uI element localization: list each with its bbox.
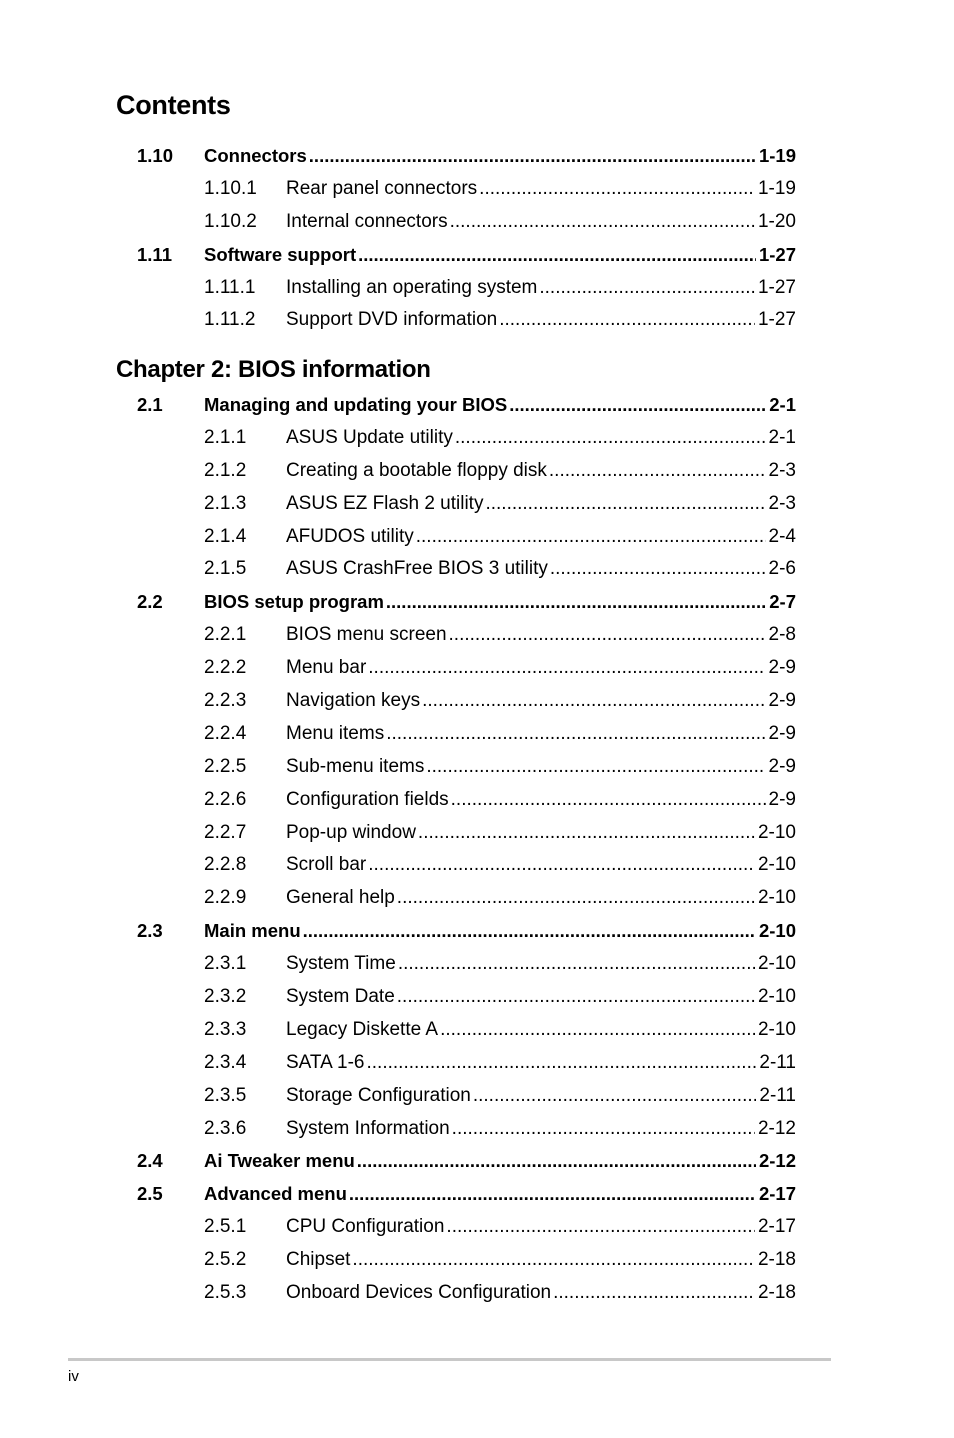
toc-subsection-entry[interactable] xyxy=(0,624,954,657)
toc-entry-line xyxy=(286,624,796,646)
toc-entry-line xyxy=(286,1052,796,1074)
toc-entry-page: 2-6 xyxy=(768,558,796,580)
toc-subsection-entry[interactable] xyxy=(0,558,954,591)
toc-entry-page: 2-7 xyxy=(769,591,796,613)
footer-divider xyxy=(68,1358,831,1361)
toc-entry-line xyxy=(286,277,796,299)
toc-entry-number: 2.5.1 xyxy=(204,1216,247,1238)
toc-entry-line xyxy=(204,591,796,613)
toc-subsection-entry[interactable] xyxy=(0,854,954,887)
toc-entry-line xyxy=(286,1019,796,1041)
toc-entry-title: Storage Configuration xyxy=(286,1084,471,1106)
toc-entry-title: Legacy Diskette A xyxy=(286,1018,439,1040)
toc-entry-page: 2-9 xyxy=(768,657,796,679)
toc-entry-title: Chipset xyxy=(286,1249,351,1271)
toc-entry-line xyxy=(286,493,796,515)
toc-entry-page: 2-10 xyxy=(758,920,796,942)
toc-entry-page: 2-18 xyxy=(757,1282,796,1304)
toc-entry-line xyxy=(204,1150,796,1172)
toc-section-entry[interactable] xyxy=(0,1150,954,1183)
toc-subsection-entry[interactable] xyxy=(0,427,954,460)
toc-entry-page: 2-3 xyxy=(768,492,796,514)
toc-entry-number: 2.2.1 xyxy=(204,624,247,646)
toc-entry-line xyxy=(286,178,796,200)
toc-entry-page: 1-27 xyxy=(757,309,796,331)
toc-entry-line xyxy=(286,789,796,811)
toc-entry-title: Installing an operating system xyxy=(286,276,538,298)
dot-leader xyxy=(386,723,765,745)
toc-entry-title: BIOS setup program xyxy=(204,591,384,613)
toc-entry-line xyxy=(286,657,796,679)
toc-entry-page: 2-3 xyxy=(768,459,796,481)
dot-leader xyxy=(416,526,766,548)
dot-leader xyxy=(450,211,755,233)
dot-leader xyxy=(509,394,766,416)
toc-entry-number: 2.2.7 xyxy=(204,821,247,843)
toc-entry-title: Advanced menu xyxy=(204,1183,347,1205)
toc-entry-line xyxy=(286,887,796,909)
dot-leader xyxy=(352,1249,755,1271)
toc-entry-number: 2.1.3 xyxy=(204,492,247,514)
toc-entry-page: 2-1 xyxy=(769,394,796,415)
toc-entry-title: General help xyxy=(286,887,395,909)
toc-subsection-entry[interactable] xyxy=(0,986,954,1019)
toc-entry-line xyxy=(286,558,796,580)
toc-entry-line xyxy=(286,1216,796,1238)
toc-entry-line xyxy=(204,920,796,942)
toc-entry-title: Main menu xyxy=(204,920,301,942)
dot-leader xyxy=(451,789,766,811)
dot-leader xyxy=(485,493,765,515)
toc-subsection-entry[interactable] xyxy=(0,309,954,342)
toc-entry-line xyxy=(204,394,796,416)
toc-subsection-entry[interactable] xyxy=(0,178,954,211)
dot-leader xyxy=(455,427,766,449)
toc-entry-line xyxy=(204,1183,796,1205)
toc-section-entry[interactable] xyxy=(0,1183,954,1216)
toc-subsection-entry[interactable] xyxy=(0,657,954,690)
toc-entry-number: 2.2.2 xyxy=(204,657,247,679)
dot-leader xyxy=(418,822,755,844)
toc-section-entry[interactable] xyxy=(0,145,954,178)
toc-entry-page: 1-19 xyxy=(757,177,796,199)
toc-entry-page: 2-8 xyxy=(768,624,796,646)
toc-entry-line xyxy=(286,1282,796,1304)
toc-entry-page: 1-19 xyxy=(758,145,796,166)
toc-entry-number: 2.2.6 xyxy=(204,788,247,810)
toc-entry-line xyxy=(286,690,796,712)
toc-entry-number: 1.11 xyxy=(137,243,172,265)
toc-entry-number: 2.3.1 xyxy=(204,953,247,975)
toc-entry-title: Navigation keys xyxy=(286,690,421,712)
toc-entry-line xyxy=(204,145,796,167)
toc-entry-number: 2.2.5 xyxy=(204,755,247,777)
toc-entry-line xyxy=(286,211,796,233)
dot-leader xyxy=(553,1282,755,1304)
toc-entry-title: ASUS EZ Flash 2 utility xyxy=(286,492,484,514)
toc-entry-title: Connectors xyxy=(204,145,307,166)
dot-leader xyxy=(358,244,756,266)
toc-section-chapter-1 xyxy=(0,145,954,342)
toc-entry-title: Software support xyxy=(204,243,357,265)
toc-entry-number: 1.10.2 xyxy=(204,210,257,232)
toc-entry-title: Rear panel connectors xyxy=(286,177,478,199)
toc-entry-title: Onboard Devices Configuration xyxy=(286,1282,552,1304)
toc-entry-line xyxy=(286,1085,796,1107)
toc-entry-page: 2-10 xyxy=(757,986,796,1008)
toc-section-entry[interactable] xyxy=(0,920,954,953)
toc-entry-title: BIOS menu screen xyxy=(286,624,447,646)
toc-section-entry[interactable] xyxy=(0,591,954,624)
toc-entry-line xyxy=(286,427,796,449)
dot-leader xyxy=(473,1085,757,1107)
toc-entry-number: 2.3.3 xyxy=(204,1018,247,1040)
toc-subsection-entry[interactable] xyxy=(0,1118,954,1151)
toc-entry-title: Support DVD information xyxy=(286,309,498,331)
page-number: iv xyxy=(68,1368,79,1385)
toc-entry-page: 2-9 xyxy=(768,690,796,712)
toc-entry-number: 1.10 xyxy=(137,145,174,166)
toc-entry-title: Managing and updating your BIOS xyxy=(204,394,508,415)
dot-leader xyxy=(549,460,766,482)
toc-entry-title: Internal connectors xyxy=(286,210,448,232)
toc-entry-title: SATA 1-6 xyxy=(286,1051,365,1073)
toc-subsection-entry[interactable] xyxy=(0,1085,954,1118)
toc-entry-title: CPU Configuration xyxy=(286,1216,445,1238)
toc-entry-page: 2-11 xyxy=(759,1051,796,1073)
toc-entry-page: 2-9 xyxy=(768,722,796,744)
toc-entry-number: 2.5.3 xyxy=(204,1282,247,1304)
toc-entry-title: Sub-menu items xyxy=(286,755,425,777)
toc-entry-page: 2-12 xyxy=(758,1150,796,1172)
toc-entry-number: 2.2 xyxy=(137,591,163,613)
dot-leader xyxy=(479,178,755,200)
toc-entry-line xyxy=(286,1249,796,1271)
toc-entry-page: 2-18 xyxy=(757,1249,796,1271)
toc-entry-page: 2-9 xyxy=(768,755,796,777)
dot-leader xyxy=(452,1118,755,1140)
toc-section-entry[interactable] xyxy=(0,244,954,277)
toc-entry-page: 2-4 xyxy=(768,525,796,547)
toc-subsection-entry[interactable] xyxy=(0,1282,954,1315)
dot-leader xyxy=(449,624,766,646)
page-title: Contents xyxy=(116,90,231,120)
dot-leader xyxy=(349,1183,756,1205)
toc-entry-number: 2.2.3 xyxy=(204,690,247,712)
dot-leader xyxy=(368,854,755,876)
toc-subsection-entry[interactable] xyxy=(0,756,954,789)
toc-subsection-entry[interactable] xyxy=(0,493,954,526)
toc-entry-title: System Information xyxy=(286,1117,450,1139)
toc-entry-number: 2.3.6 xyxy=(204,1117,247,1139)
dot-leader xyxy=(397,986,755,1008)
toc-entry-number: 1.11.1 xyxy=(204,276,256,298)
toc-entry-page: 2-12 xyxy=(757,1117,796,1139)
toc-entry-title: AFUDOS utility xyxy=(286,525,414,547)
toc-entry-line xyxy=(204,244,796,266)
dot-leader xyxy=(440,1019,755,1041)
toc-entry-title: ASUS Update utility xyxy=(286,426,453,448)
toc-entry-number: 2.1.5 xyxy=(204,558,247,580)
toc-section-entry[interactable] xyxy=(0,394,954,427)
toc-entry-number: 2.3.4 xyxy=(204,1051,247,1073)
dot-leader xyxy=(446,1216,755,1238)
dot-leader xyxy=(422,690,765,712)
toc-entry-line xyxy=(286,526,796,548)
dot-leader xyxy=(499,309,755,331)
dot-leader xyxy=(367,1052,757,1074)
toc-subsection-entry[interactable] xyxy=(0,1052,954,1085)
toc-entry-page: 1-27 xyxy=(757,276,796,298)
toc-entry-page: 2-17 xyxy=(758,1183,796,1205)
toc-entry-line xyxy=(286,854,796,876)
toc-entry-page: 2-9 xyxy=(768,788,796,810)
dot-leader xyxy=(550,558,766,580)
toc-entry-line xyxy=(286,953,796,975)
dot-leader xyxy=(426,756,765,778)
dot-leader xyxy=(386,591,766,613)
toc-entry-number: 2.1 xyxy=(137,394,163,415)
dot-leader xyxy=(357,1150,756,1172)
toc-entry-title: ASUS CrashFree BIOS 3 utility xyxy=(286,558,548,580)
toc-entry-title: Menu items xyxy=(286,722,385,744)
toc-entry-number: 2.3 xyxy=(137,920,163,942)
toc-subsection-entry[interactable] xyxy=(0,887,954,920)
toc-subsection-entry[interactable] xyxy=(0,1249,954,1282)
toc-subsection-entry[interactable] xyxy=(0,526,954,559)
toc-entry-number: 2.2.8 xyxy=(204,854,247,876)
dot-leader xyxy=(303,920,756,942)
toc-entry-line xyxy=(286,756,796,778)
toc-entry-number: 1.11.2 xyxy=(204,309,256,331)
toc-entry-title: Creating a bootable floppy disk xyxy=(286,459,547,481)
toc-entry-number: 2.2.4 xyxy=(204,722,247,744)
toc-subsection-entry[interactable] xyxy=(0,1019,954,1052)
toc-entry-line xyxy=(286,822,796,844)
toc-entry-title: Configuration fields xyxy=(286,788,449,810)
toc-entry-line xyxy=(286,460,796,482)
toc-entry-page: 1-20 xyxy=(757,210,796,232)
toc-entry-number: 2.1.4 xyxy=(204,525,247,547)
toc-entry-page: 2-10 xyxy=(757,887,796,909)
toc-entry-page: 1-27 xyxy=(758,243,796,265)
toc-section-chapter-2 xyxy=(0,394,954,1315)
toc-entry-page: 2-10 xyxy=(757,1018,796,1040)
toc-entry-number: 2.5 xyxy=(137,1183,163,1205)
toc-entry-title: Scroll bar xyxy=(286,854,367,876)
toc-subsection-entry[interactable] xyxy=(0,953,954,986)
toc-entry-page: 2-17 xyxy=(757,1216,796,1238)
toc-subsection-entry[interactable] xyxy=(0,690,954,723)
chapter-heading: Chapter 2: BIOS information xyxy=(116,356,431,383)
dot-leader xyxy=(398,953,755,975)
toc-entry-number: 2.5.2 xyxy=(204,1249,247,1271)
toc-entry-title: System Time xyxy=(286,953,396,975)
dot-leader xyxy=(368,657,765,679)
toc-entry-line xyxy=(286,1118,796,1140)
dot-leader xyxy=(539,277,755,299)
toc-entry-page: 2-11 xyxy=(759,1084,796,1106)
toc-entry-number: 2.3.2 xyxy=(204,986,247,1008)
toc-entry-page: 2-10 xyxy=(757,953,796,975)
toc-entry-title: Pop-up window xyxy=(286,821,416,843)
toc-entry-page: 2-10 xyxy=(757,854,796,876)
toc-entry-line xyxy=(286,986,796,1008)
toc-entry-page: 2-1 xyxy=(768,426,796,448)
toc-entry-number: 2.3.5 xyxy=(204,1084,247,1106)
toc-entry-number: 2.1.2 xyxy=(204,459,247,481)
toc-subsection-entry[interactable] xyxy=(0,277,954,310)
toc-entry-number: 2.2.9 xyxy=(204,887,247,909)
toc-subsection-entry[interactable] xyxy=(0,1216,954,1249)
toc-entry-line xyxy=(286,723,796,745)
toc-subsection-entry[interactable] xyxy=(0,211,954,244)
toc-subsection-entry[interactable] xyxy=(0,460,954,493)
toc-entry-number: 2.1.1 xyxy=(204,426,247,448)
toc-entry-title: System Date xyxy=(286,986,395,1008)
toc-subsection-entry[interactable] xyxy=(0,789,954,822)
dot-leader xyxy=(397,887,755,909)
toc-subsection-entry[interactable] xyxy=(0,723,954,756)
toc-entry-title: Ai Tweaker menu xyxy=(204,1150,355,1172)
toc-entry-title: Menu bar xyxy=(286,657,367,679)
toc-entry-number: 2.4 xyxy=(137,1150,163,1172)
toc-entry-number: 1.10.1 xyxy=(204,177,257,199)
toc-entry-line xyxy=(286,309,796,331)
toc-subsection-entry[interactable] xyxy=(0,822,954,855)
dot-leader xyxy=(309,145,756,167)
toc-entry-page: 2-10 xyxy=(757,821,796,843)
